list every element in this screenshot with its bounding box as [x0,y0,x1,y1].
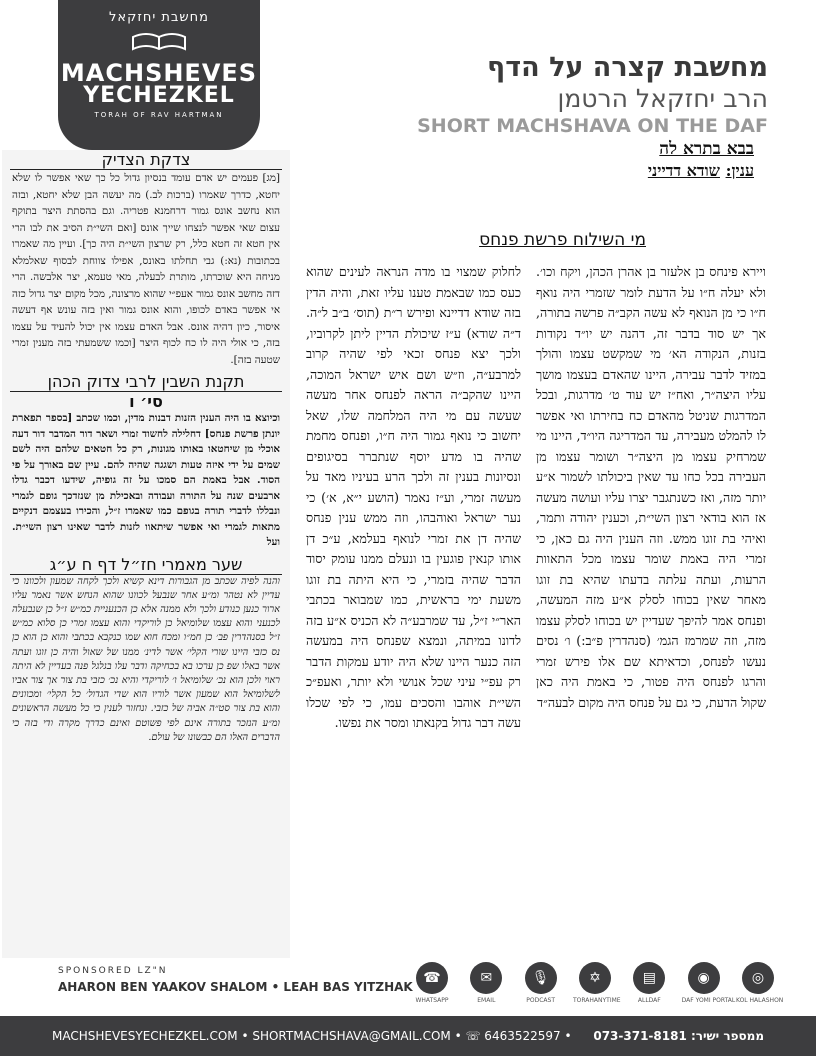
kolhalashon-icon: ◎ [742,962,774,994]
sponsor [58,966,413,994]
social-icons [410,962,784,1010]
podcast-link[interactable] [519,962,563,1010]
sidebar-heading-2: תקנת השבין לרבי צדוק הכהן [10,372,282,392]
icon-label: KOL HALASHON [735,997,784,1004]
book-icon [129,29,189,51]
footer-contact[interactable]: MACHSHEVESYECHEZKEL.COM • SHORTMACHSHAVA@GMAIL.COM • ☏ 6463522597 • [52,1029,572,1043]
icon-label: TORAHANYTIME [572,997,621,1004]
alldaf-link[interactable] [627,962,671,1010]
podcast-icon: 🎙 [525,962,557,994]
title-hebrew: מחשבת קצרה על הדף [487,52,768,83]
logo-hebrew: מחשבת יחזקאל [109,10,209,25]
sidebar-heading-1: צדקת הצדיק [10,150,282,170]
topic-label: ענין: [725,161,754,180]
dafyomiportal-icon: ◉ [688,962,720,994]
sponsor-label: SPONSORED LZ"N [58,966,168,976]
icon-label: ALLDAF [637,997,661,1004]
whatsapp-icon: ☎ [416,962,448,994]
main-column-right: ויירא פינחס בן אלעזר בן אהרן הכהן, ויקח וכו׳. ולא יעלה ח״ו על הדעת לומר שזמרי היה נואף ח״ו כי מן הנואף לא עשה הקב״ה פרשה בתורה, אך יש סוד בדבר זה, דהנה יש יו״ד נקודות בזנות, הנקודה הא׳ מי שמקשט עצמו והולך במזיד לדבר עבירה, היינו שהאדם בעצמו מושך עליו היצה״ר, ואח״ז יש עוד ט׳ מדרגות, ובכל המדרגות שניטל מהאדם כח בחירתו ואי אפשר לו להמלט מעבירה, עד המדריגה היו״ד, היינו מי שמרחיק עצמו מן היצה״ר ושומר עצמו מן העבירה בכל כחו עד שאין ביכולתו לשמור א״ע יותר מזה, ואז כשנתגבר יצרו עליו ועושה מעשה אז הוא בודאי רצון השי״ת, וכענין יהודה ותמר, ואיהי בת זוגו ממש. וזה הענין היה גם כאן, כי זמרי היה באמת שומר עצמו מכל התאוות הרעות, ועתה עלתה בדעתו שהיא בת זוגו מאחר שאין בכוחו לסלק א״ע מזה המעשה, ופנחס אמר להיפך שעדיין יש בכוחו לסלק עצמו מזה, וזה שמרמז הגמ׳ (סנהדרין פ״ב:) ו׳ נסים נעשו לפנחס, וכדאיתא שם אלו פירש זמרי והרגו לפנחס היה פטור, כי באמת היה כאן שקול הדעת, כי גם על פנחס היה מקום לבעה״ד [536,264,766,710]
topic-line [308,160,754,182]
logo [58,0,260,150]
icon-label: DAF YOMI PORTAL [681,997,736,1004]
dafyomiportal-link[interactable] [681,962,736,1010]
logo-tagline: TORAH OF RAV HARTMAN [94,111,224,119]
footer-phone[interactable]: ממספר ישיר: 073-371-8181 [593,1029,764,1043]
main-column-middle: לחלוק שמצוי בו מדה הנראה לעינים שהוא כעס כמו שבאמת טענו עליו זאת, והיה הדין בזה שודא דדיינא ופירש ר״ת (תוס׳ ב״ב ל״ה. ד״ה שודא) ע״ז שיכולת הדיין ליתן לקרוביו, ולכך יצא פנחס זכאי לפי שהיה קרוב למרבע״ה, וז״ש ושם איש ישראל המוכה, היינו שהקב״ה הראה לפנחס אחר מעשה שעשה עם מי היה המלחמה שלו, שאל יחשוב כי נואף גמור היה ח״ו, ופנחס מחמת שהיה בו מדע יוסף שנתברר בסיגופים ונסיונות בענין זה ולכך הרע בעיניו מאד על מעשה זמרי, וע״ז נאמר (הושע י״א, א׳) כי נער ישראל ואוהבהו, וזה ממש ענין פנחס שהיה דן את זמרי לנואף בעלמא, ע״כ דן אותו קנאין פוגעין בו ונעלם ממנו עומק יסוד הדבר שהיה בזמרי, כי היא היתה בת זוגו משעת ימי בראשית, כמו שמבואר בכתבי האר״י ז״ל, עד שמרבע״ה לא הכניס א״ע בזה לדונו במיתה, ונמצא שפנחס היה במעשה הזה כנער היינו שלא היה יודע עמקות הדבר רק עפ״י עיני שכל אנושי ולא יותר, ואעפ״כ השי״ת אוהבו והסכים עמו, כי לפי שכלו עשה דבר גדול בקנאתו ומסר את נפשו. [306,264,521,730]
logo-line2: YECHEZKEL [83,83,235,108]
icon-label: EMAIL [477,997,496,1004]
icon-label: WHATSAPP [415,997,449,1004]
icon-label: PODCAST [526,997,556,1004]
torahanytime-icon: ✡ [579,962,611,994]
sponsor-names: AHARON BEN YAAKOV SHALOM • LEAH BAS YITZHAK [58,980,413,994]
alldaf-icon: ▤ [633,962,665,994]
main-heading: מי השילוח פרשת פנחס [479,230,646,250]
author-name: הרב יחזקאל הרטמן [557,84,768,113]
sidebar [2,150,290,958]
email-link[interactable] [464,962,508,1010]
sidebar-heading-3: שער מאמרי חז״ל דף ח ע״ג [10,555,282,575]
sidebar-text-3: והנה לפיה שכתב מן הגבורות דינא קשיא ולכך לקחה שמעון ולכוונו כי עדיין לא נטהר ומ״ע אחר שנבעל לכוונו שהוא הנחש אשר נאמר עליו ארור כנען כנודע ולכך ולא ממנה אלא כן הכנעניית כמ״ש ז״ל כן שנבעלה לכנעני והוא עצמו שלומיאל כן לוריקדי והוא עצמו זמרי כן סלוא כמ״ש ז״ל בסנהדרין פב׳ כן חמ״ו ומכח חוא שמו כנקבא בכתבי והוא כן הוא כן נס כזבי היינו שורי הקלי׳ אשר לדינ׳ ממנו של שאול והיה כן זוגו ועתה אשר באלו שפ כן ערכו בא בכחיקה ודבר עלו בגלגל פנה בעדיין לא היתה ראוי ולכן הוא נכ׳ שלומיאל ו׳ לוריקדי והיא נכ׳ כזבי בת צור אך צור אביו לשלומיאל הוא שמעון אשר לוריו הוא שדי הגדול׳ כל הקלי׳ ומכוונים והוא בת צור סט״ה אביה של כזבי. ונחזור לענין כי כל מעשה הראשונים ומ״ע הנזכר בתורה אינם לפי פשוטם ואינם כדרך מקרה ודי בזה כי הדברים האלו הם כבשונו של עולם. [12,575,280,743]
sidebar-text-2: וכיוצא בו היה הענין הזנות דבנות מדין, וכמו שכתב [בספר תפארת יונתן פרשת פנחס] דחלילה לחשוד זמרי ושאר דור המדבר דור דעה אוכלי מן שיחטאו באותו מגונות, רק כל חטאים שלהם היה לשם שמים על ידי איזה טעות ושגגה שהיה להם. עיין שם באורך על פי הסוד. אבל באמת הם סמכו על זה גופיה, שידעו דכבר גדלו ארבעים שנה על התורה ועבודה ובאכילת מן שנזדכך גופם לגמרי ונבללו לדברי תורה בגופם כמו שאמרו ז״ל, והכירו בעצמם דנקיים מתאות לגמרי ואי אפשר שיתאוו לזנות לדבר שאינו רצון השי״ת. ועל [12,412,280,548]
torahanytime-link[interactable] [572,962,621,1010]
footer-bar [0,1016,816,1056]
whatsapp-link[interactable] [410,962,454,1010]
email-icon: ✉ [470,962,502,994]
topic-value: שודא דדייני [647,161,720,180]
logo-line1: MACHSHEVES [60,59,258,87]
sidebar-text-1: [מג] פעמים יש אדם עומד בנסיון גדול כל כך שאי אפשר לו שלא יחטא, כדרך שאמרו (ברכות לב.) מה יעשה הבן שלא יחטא, ובזה הוא נחשב אונס גמור דרחמנא פטריה. וגם בהסתת היצר בתוקף עצום שאי אפשר לנצחו שייך אונס [ואם השי״ת הסיב את לבו הרי אין חטא זה חטא כלל, רק שרצון השי״ת היה כך]. ועיין מה שאמרו בכתובות (נא:) גבי תחלתו באונס, אפילו צווחת לבסוף שאלמלא מניחה היא שוכרתו, מותרת לבעלה, מאי טעמא, יצר אלבשה. הרי דזה מחשב אונס גמור אעפ״י שהוא מרצונה, מכל מקום יצר גדול כזה אי אפשר באדם לכופו, והוא אונס גמור ואין בזה עונש אף דעשה איסור, כיון דהיה אונס. אבל האדם עצמו אין יכול להעיד על עצמו בזה, כי אולי היה לו כח לכוף היצר [וכמו ששמעתי בזה מענין זמרי שטעה בזה]. [12,172,280,366]
page-header [308,52,768,182]
title-english: SHORT MACHSHAVA ON THE DAF [417,115,768,137]
kolhalashon-link[interactable] [735,962,784,1010]
masechta-label: בבא בתרא לה [659,139,754,159]
sidebar-subheading-2: סי׳ ו [129,392,163,411]
